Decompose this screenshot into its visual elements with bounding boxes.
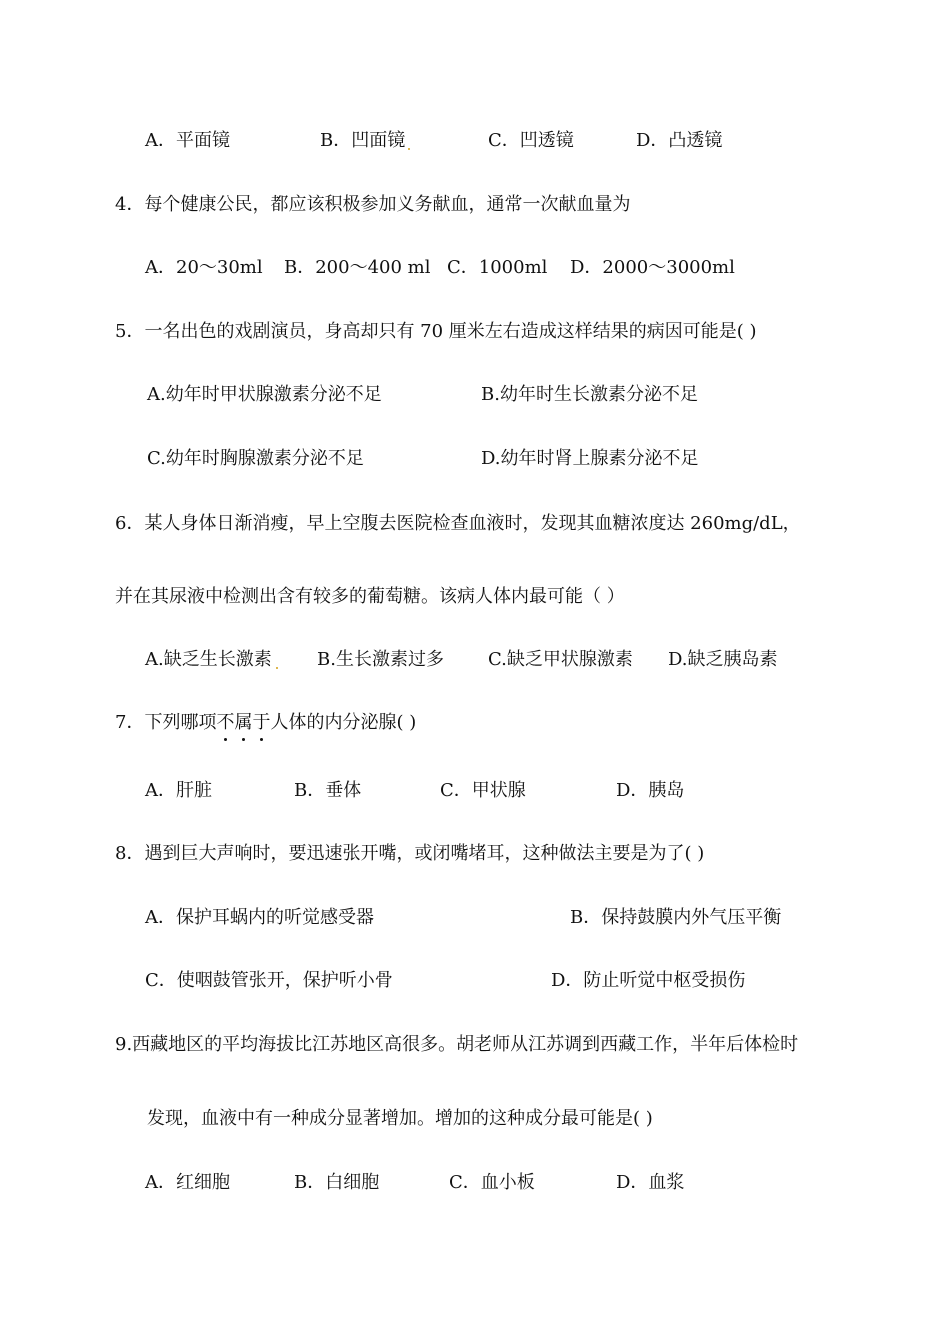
- marker-dot: [408, 148, 410, 150]
- q6-option-d: D.缺乏胰岛素: [668, 649, 778, 670]
- emphasis-char: 属: [234, 712, 253, 733]
- q3-option-a: A．平面镜: [145, 130, 230, 151]
- q9-option-b: B．白细胞: [294, 1172, 380, 1193]
- q9-option-a: A．红细胞: [145, 1172, 230, 1193]
- q7-option-a: A．肝脏: [145, 780, 212, 801]
- q7-option-b: B．垂体: [294, 780, 362, 801]
- q3-option-b: B．凹面镜: [320, 130, 406, 151]
- q9-stem-line2: 发现，血液中有一种成分显著增加。增加的这种成分最可能是( ): [147, 1108, 653, 1129]
- q4-option-a: A．20～30ml: [145, 257, 263, 278]
- emphasis-char: 于: [252, 712, 271, 733]
- q6-option-b: B.生长激素过多: [317, 649, 444, 670]
- q5-stem: 5．一名出色的戏剧演员，身高却只有 70 厘米左右造成这样结果的病因可能是( ): [115, 321, 757, 342]
- q3-option-d: D．凸透镜: [636, 130, 723, 151]
- q7-option-c: C．甲状腺: [440, 780, 526, 801]
- q8-option-c: C．使咽鼓管张开，保护听小骨: [145, 970, 393, 991]
- q7-stem-post: 人体的内分泌腺( ): [270, 712, 417, 733]
- q8-stem: 8．遇到巨大声响时，要迅速张开嘴，或闭嘴堵耳，这种做法主要是为了( ): [115, 843, 705, 864]
- q9-option-c: C．血小板: [449, 1172, 535, 1193]
- q6-stem-line2: 并在其尿液中检测出含有较多的葡萄糖。该病人体内最可能（ ）: [115, 586, 625, 607]
- emphasis-char: 不: [216, 712, 235, 733]
- marker-dot: [276, 667, 278, 669]
- q4-option-c: C．1000ml: [447, 257, 548, 278]
- q8-option-d: D．防止听觉中枢受损伤: [551, 970, 746, 991]
- q5-option-c: C.幼年时胸腺激素分泌不足: [147, 448, 364, 469]
- q5-option-a: A.幼年时甲状腺激素分泌不足: [147, 384, 382, 405]
- q5-option-d: D.幼年时肾上腺素分泌不足: [481, 448, 699, 469]
- q8-option-b: B．保持鼓膜内外气压平衡: [570, 907, 782, 928]
- q7-stem-pre: 7．下列哪项: [115, 712, 217, 733]
- q7-option-d: D．胰岛: [616, 780, 685, 801]
- q5-option-b: B.幼年时生长激素分泌不足: [481, 384, 698, 405]
- q6-stem-line1: 6．某人身体日渐消瘦，早上空腹去医院检查血液时，发现其血糖浓度达 260mg/dL，: [115, 513, 801, 534]
- q7-stem: [115, 711, 416, 735]
- q6-option-a: A.缺乏生长激素: [145, 649, 272, 670]
- q4-stem: 4．每个健康公民，都应该积极参加义务献血，通常一次献血量为: [115, 194, 631, 215]
- q9-stem-line1: 9.西藏地区的平均海拔比江苏地区高很多。胡老师从江苏调到西藏工作，半年后体检时: [115, 1034, 799, 1055]
- q6-option-c: C.缺乏甲状腺激素: [488, 649, 633, 670]
- q4-option-d: D．2000～3000ml: [570, 257, 735, 278]
- q8-option-a: A．保护耳蜗内的听觉感受器: [145, 907, 374, 928]
- q9-option-d: D．血浆: [616, 1172, 685, 1193]
- q4-option-b: B．200～400 ml: [284, 257, 431, 278]
- q3-option-c: C．凹透镜: [488, 130, 574, 151]
